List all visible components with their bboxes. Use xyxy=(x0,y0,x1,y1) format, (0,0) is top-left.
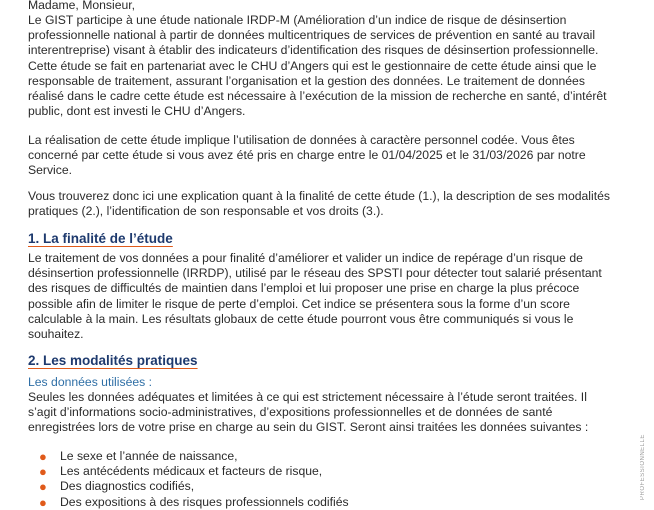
list-item: ● Le sexe et l’année de naissance, xyxy=(39,449,238,464)
scope-paragraph: La réalisation de cette étude implique l’utilisation de données à caractère personnel codée. Vous êtes concerné par cette étude si vous avez été pris en charge entre le 01/04/2025 et le 31/03/2026 par notre Service. xyxy=(28,133,586,178)
side-vertical-text: PROFESSIONNELLE xyxy=(640,434,646,500)
list-item: ● Des diagnostics codifiés, xyxy=(39,479,195,495)
overview-paragraph: Vous trouverez donc ici une explication quant à la finalité de cette étude (1.), la description de ses modalités pratiques (2.), l’identification de son responsable et vos droits (3.). xyxy=(28,189,610,219)
bullet-icon: ● xyxy=(39,494,47,510)
list-item: ● Les antécédents médicaux et facteurs de risque, xyxy=(39,464,323,480)
intro-paragraph: Le GIST participe à une étude nationale IRDP-M (Amélioration d’un indice de risque de désinsertion professionnelle national à partir de données multicentriques de services de prévention en santé au travail interentreprise) visant à établir des indicateurs d’identification des risques de désinsertion professionnelle. Cette étude se fait en partenariat avec le CHU d’Angers qui est le gestionnaire de cette étude ainsi que le responsable de traitement, assurant l’organisation et la gestion des données. Le traitement de données réalisé dans le cadre cette étude est nécessaire à l’exécution de la mission de recherche en santé, d’intérêt public, dont est investi le CHU d’Angers. xyxy=(28,13,607,119)
section2-subheading: Les données utilisées : xyxy=(28,375,152,389)
greeting: Madame, Monsieur, xyxy=(28,0,136,12)
section2-heading: 2. Les modalités pratiques xyxy=(28,353,198,368)
data-list xyxy=(28,449,349,510)
bullet-icon: ● xyxy=(39,479,47,495)
section1-heading: 1. La finalité de l’étude xyxy=(28,231,173,246)
bullet-icon: ● xyxy=(39,449,47,464)
list-item: ● Des expositions à des risques professionnels codifiés xyxy=(39,494,349,510)
section1-body: Le traitement de vos données a pour finalité d’améliorer et valider un indice de repérage d’un risque de désinsertion professionnelle (IRRDP), utilisé par le réseau des SPSTI pour détecter tout salarié présentant des risques de difficultés de maintien dans l’emploi et lui proposer une prise en charge la plus précoce possible afin de limiter le risque de perte d’emploi. Cet indice se présentera sous la forme d’un score calculable à la main. Les résultats globaux de cette étude pourront vous être communiqués si vous le souhaitez. xyxy=(28,251,602,342)
bullet-icon: ● xyxy=(39,464,47,480)
section2-body: Seules les données adéquates et limitées à ce qui est strictement nécessaire à l’étude seront traitées. Il s’agit d’informations socio-administratives, d’expositions professionnelles et de données de santé enregistrées lors de votre prise en charge au sein du GIST. Seront ainsi traitées les données suivantes : xyxy=(28,390,589,435)
